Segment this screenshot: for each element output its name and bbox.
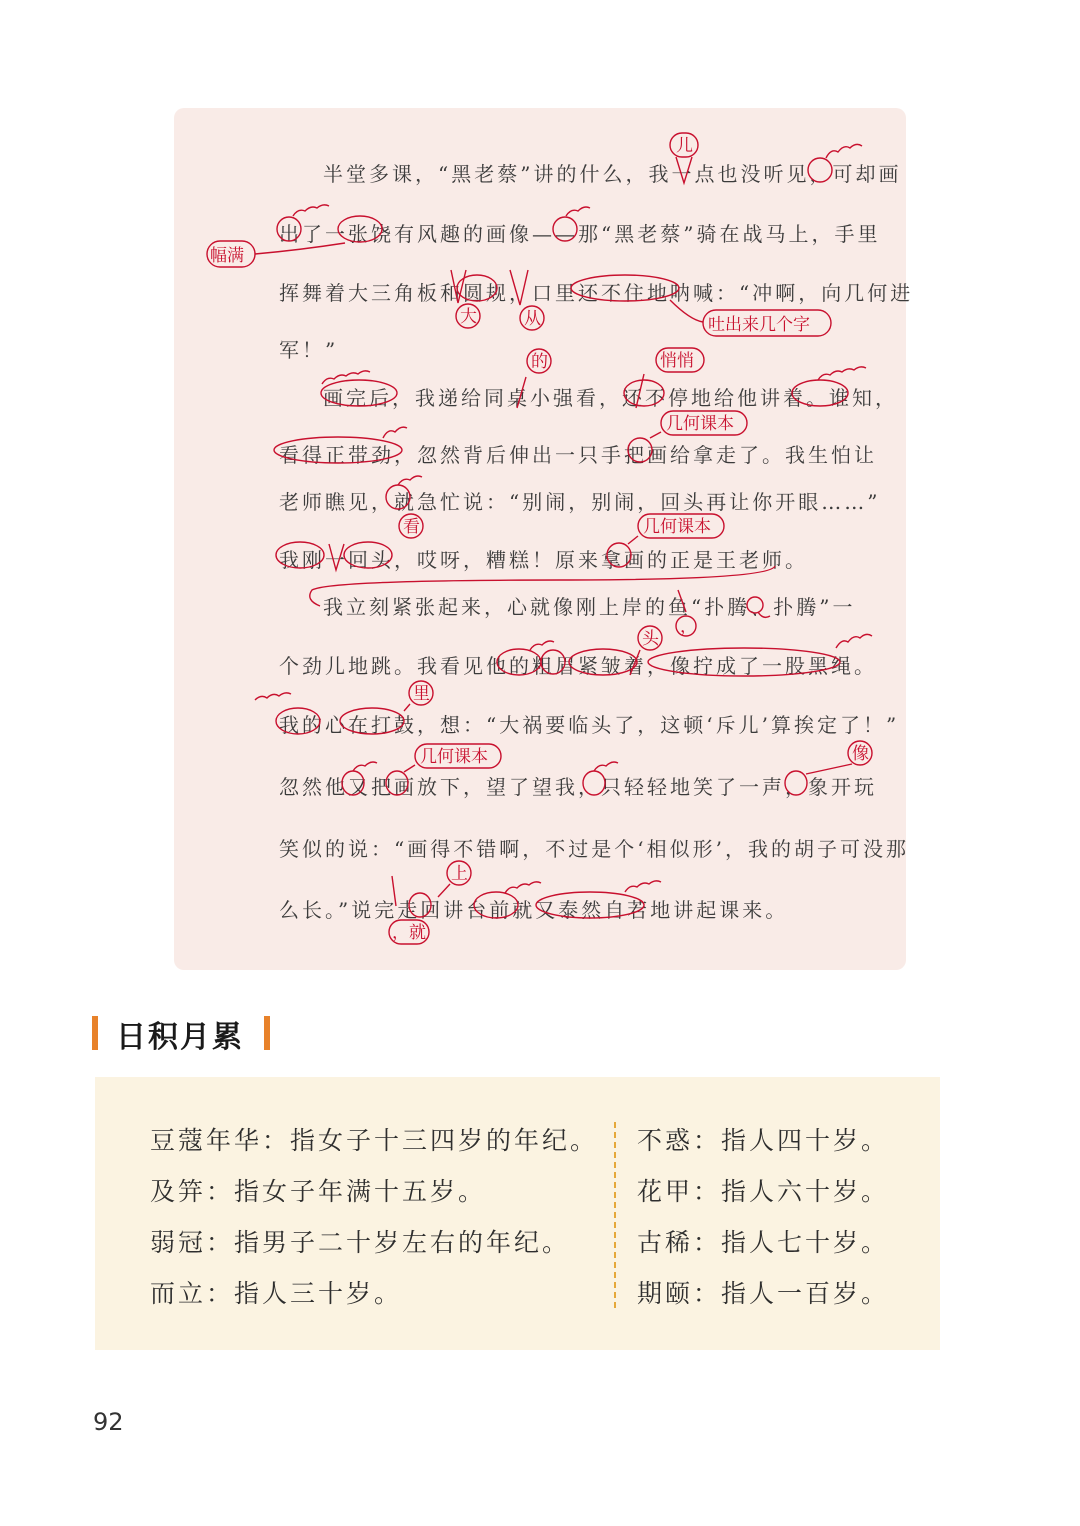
- passage-line: 出了一张饶有风趣的画像——那“黑老蔡”骑在战马上，手里: [279, 222, 881, 246]
- correction-text: ，就: [392, 923, 426, 943]
- accent-bar: [92, 1016, 98, 1050]
- idiom-entry: 花甲：指人六十岁。: [637, 1177, 890, 1206]
- correction-text: 几何课本: [643, 517, 711, 537]
- passage-line: 挥舞着大三角板和圆规，口里还不住地呐喊：“冲啊，向几何进: [279, 281, 914, 305]
- section-title: 日积月累: [116, 1020, 244, 1055]
- correction-text: 上: [451, 864, 468, 884]
- correction-text: 的: [531, 352, 548, 372]
- column-divider: [614, 1122, 616, 1308]
- accent-bar: [264, 1016, 270, 1050]
- passage-line: 我立刻紧张起来，心就像刚上岸的鱼“扑腾、扑腾”一: [323, 595, 856, 619]
- idiom-entry: 及笄：指女子年满十五岁。: [150, 1177, 487, 1206]
- page-number: 92: [93, 1408, 124, 1436]
- correction-text: ，: [680, 617, 697, 637]
- correction-text: 像: [852, 744, 869, 764]
- idiom-entry: 而立：指人三十岁。: [150, 1279, 403, 1308]
- passage-line: 半堂多课，“黑老蔡”讲的什么，我一点也没听见，可却画: [323, 162, 902, 186]
- idiom-entry: 弱冠：指男子二十岁左右的年纪。: [150, 1228, 571, 1257]
- passage-line: 个劲儿地跳。我看见他的粗眉紧皱着，像拧成了一股黑绳。: [279, 654, 877, 678]
- correction-text: 幅满: [210, 246, 244, 266]
- correction-text: 大: [460, 307, 477, 327]
- passage-line: 忽然他又把画放下，望了望我，只轻轻地笑了一声，象开玩: [279, 775, 877, 799]
- passage-line: 看得正带劲，忽然背后伸出一只手把画给拿走了。我生怕让: [279, 443, 877, 467]
- correction-text: 几何课本: [666, 414, 734, 434]
- idiom-entry: 不惑：指人四十岁。: [637, 1126, 890, 1155]
- passage-line: 画完后，我递给同桌小强看，还不停地给他讲着。谁知，: [323, 386, 898, 410]
- idiom-entry: 期颐：指人一百岁。: [637, 1279, 890, 1308]
- passage-line: 我的心在打鼓，想：“大祸要临头了，这顿‘斥儿’算挨定了！”: [279, 713, 900, 737]
- passage-line: 老师瞧见，就急忙说：“别闹，别闹，回头再让你开眼……”: [279, 490, 881, 514]
- idiom-entry: 古稀：指人七十岁。: [637, 1228, 890, 1257]
- passage-line: 笑似的说：“画得不错啊，不过是个‘相似形’，我的胡子可没那: [279, 837, 909, 861]
- correction-text: 几何课本: [420, 747, 488, 767]
- correction-text: 悄悄: [660, 351, 694, 371]
- passage-line: 我刚一回头，哎呀，糟糕！原来拿画的正是王老师。: [279, 548, 808, 572]
- idiom-entry: 豆蔻年华：指女子十三四岁的年纪。: [150, 1126, 599, 1155]
- correction-text: 儿: [676, 136, 693, 156]
- correction-text: 头: [642, 629, 659, 649]
- correction-text: 吐出来几个字: [708, 315, 810, 335]
- passage-line: 么长。”说完走回讲台前就又泰然自若地讲起课来。: [279, 898, 789, 922]
- correction-text: 从: [524, 309, 541, 329]
- correction-text: 里: [413, 684, 430, 704]
- passage-line: 军！”: [279, 338, 339, 362]
- correction-text: 看: [403, 517, 420, 537]
